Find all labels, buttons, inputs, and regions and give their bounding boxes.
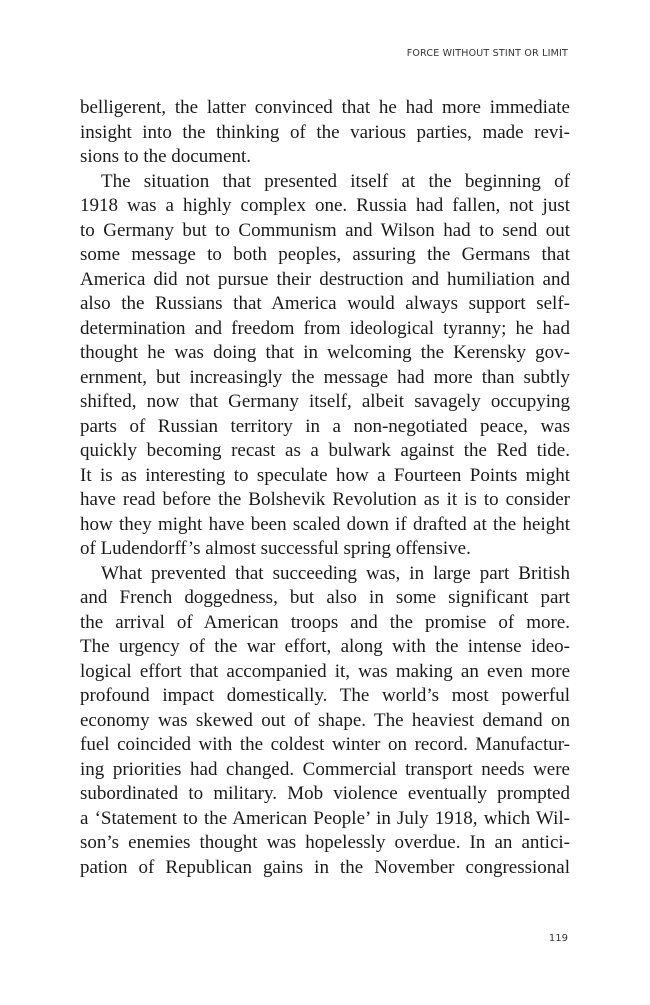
text-line: quickly becoming recast as a bulwark against the Red tide. [80, 440, 570, 461]
text-line: ernment, but increasingly the message had more than subtly [80, 366, 570, 388]
text-line: belligerent, the latter convinced that he had more immediate [80, 97, 570, 118]
text-line: the arrival of American troops and the promise of more. [80, 611, 570, 633]
text-line: parts of Russian territory in a non-negotiated peace, was [80, 415, 570, 437]
text-line: thought he was doing that in welcoming the Kerensky gov- [80, 342, 570, 363]
text-line: 1918 was a highly complex one. Russia had fallen, not just [80, 195, 570, 216]
text-line: shifted, now that Germany itself, albeit savagely occupying [80, 391, 570, 412]
text-line: son’s enemies thought was hopelessly overdue. In an antici- [80, 832, 570, 853]
text-line: how they might have been scaled down if drafted at the height [80, 513, 570, 535]
text-line: pation of Republican gains in the November congressional [80, 856, 570, 878]
running-head: FORCE WITHOUT STINT OR LIMIT [406, 48, 568, 59]
text-line: America did not pursue their destruction and humiliation and [80, 268, 570, 290]
text-line: determination and freedom from ideological tyranny; he had [80, 317, 570, 339]
text-line: fuel coincided with the coldest winter on record. Manufactur- [80, 734, 570, 755]
text-line: also the Russians that America would always support self- [80, 293, 570, 314]
text-line: subordinated to military. Mob violence eventually prompted [80, 783, 570, 804]
text-line: The situation that presented itself at the beginning of [101, 170, 570, 192]
text-line: What prevented that succeeding was, in large part British [101, 562, 570, 584]
text-line: to Germany but to Communism and Wilson had to send out [80, 219, 570, 241]
body-text [80, 96, 570, 880]
text-line: ing priorities had changed. Commercial transport needs were [80, 758, 570, 780]
text-line: logical effort that accompanied it, was making an even more [80, 660, 570, 682]
text-line: It is as interesting to speculate how a Fourteen Points might [80, 464, 570, 486]
text-line: have read before the Bolshevik Revolution as it is to consider [80, 489, 570, 510]
text-line: economy was skewed out of shape. The heaviest demand on [80, 709, 570, 731]
text-line: and French doggedness, but also in some significant part [80, 587, 570, 608]
page-number: 119 [548, 933, 568, 944]
text-line: a ‘Statement to the American People’ in July 1918, which Wil- [80, 807, 570, 829]
text-line: insight into the thinking of the various parties, made revi- [80, 121, 570, 143]
text-line: profound impact domestically. The world’s most powerful [80, 685, 570, 706]
text-line: The urgency of the war effort, along with the intense ideo- [80, 636, 570, 657]
text-line: some message to both peoples, assuring the Germans that [80, 244, 570, 265]
text-line: of Ludendorff’s almost successful spring offensive. [80, 538, 471, 559]
text-line: sions to the document. [80, 146, 251, 167]
